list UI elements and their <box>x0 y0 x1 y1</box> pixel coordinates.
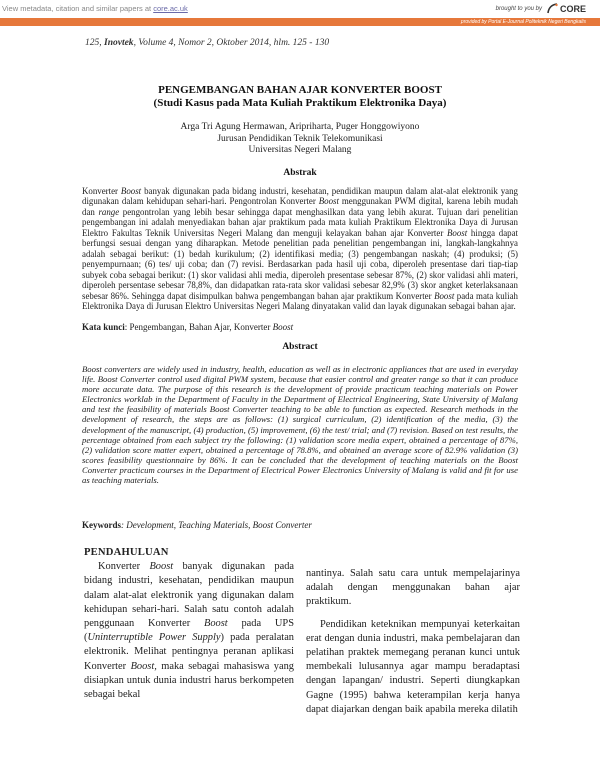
abstrak-heading: Abstrak <box>283 168 317 178</box>
paper-title <box>80 84 520 110</box>
intro-term: Boost <box>149 561 174 573</box>
metadata-link-text: View metadata, citation and similar papers at <box>2 4 152 13</box>
core-logo-icon <box>547 3 559 14</box>
kata-kunci-label: Kata kunci <box>82 322 125 332</box>
intro-text: banyak digunakan pada bidang industri, kesehatan, pendidikan maupun dalam alat-alat elektronik yang digunakan dalam kehidupan sehari-hari. Salah satu contoh adalah penggunaan Konverter <box>84 561 294 630</box>
section-heading-pendahuluan: PENDAHULUAN <box>84 547 169 558</box>
abstrak-text: hingga dapat berfungsi sesuai dengan yang diharapkan. Metode penelitian pada penelitian pengembangan ini, langkah-langkahnya adalah sebagai berikut: (1) bedah kurikulum; (2) identifikasi media; (3) pengembangan naskah; (4) produksi; (5) penyempurnaan; (6) tes/ uji coba; dan (7) revisi. Berdasarkan pada hasil uji coba, diperoleh presentase dari tiap-tiap subyek coba sebagai berikut: (1) skor validasi ahli media, diperoleh presentase sebesar 87%, (2) skor validasi ahli materi, diperoleh persentase sebesar 78,8%, dan didapatkan rata-rata skor validasi sebesar 82,9% (3) skor angket keterlaksanaan sebesar 86%. Sehingga dapat disimpulkan bahwa pengembangan bahan ajar praktikum Konverter <box>82 227 518 301</box>
kata-kunci-text: : Pengembangan, Bahan Ajar, Konverter <box>124 322 273 332</box>
abstrak-text: pengontrolan yang lebih besar sehingga dapat menghasilkan data yang lebih akurat. Tujuan dari penelitian pengembangan ini adalah menyediakan bahan ajar praktikum pada mata kuliah Praktikum Elektronika Daya di Jurusan Elektro Fakultas Teknik Universitas Negeri Malang dan menguji kelayakan bahan ajar Konverter <box>82 206 518 238</box>
intro-paragraph-2: Pendidikan keteknikan mempunyai keterkaitan erat dengan dunia industri, maka pembelajaran dan pelatihan praktek memegang peranan kunci untuk membekali lulusannya agar mampu beradaptasi dengan lapangan/ industri. Seperti diungkapkan Gagne (1995) bahwa keterampilan kerja hanya dapat diajarkan dengan baik apabila mereka dilatih <box>306 618 520 715</box>
core-logo[interactable] <box>547 3 586 14</box>
brought-by-text: brought to you by <box>495 6 542 12</box>
keywords <box>82 520 518 530</box>
running-header <box>85 38 329 48</box>
page-number: 125, <box>85 38 102 48</box>
abstrak-term: Boost <box>447 227 468 238</box>
author-names: Arga Tri Agung Hermawan, Aripriharta, Puger Honggowiyono <box>180 122 420 132</box>
body-column-right <box>306 567 520 717</box>
author-university: Universitas Negeri Malang <box>248 145 352 155</box>
abstract-body: Boost converters are widely used in industry, health, education as well as in electronic appliances that are used in everyday life. Boost Converter control used digital PWM system, because that easier control and greater range so that it can produce more accurate data. The purpose of this research is the development of provide practicum teaching materials on Power Electronics worklab in the Department of Faculty in the Department of Electrical Engineering, State University of Malang and test the feasibility of materials Boost Converter teaching to be able to function as expected. Research methods in the development of research, the steps are as follows: (1) surgical curriculum, (2) identification of the media, (3) the development of the manuscript, (4) production, (5) improvement, (6) the test/ trial; and (7) revision. Based on test results, the percentage obtained from each subject try the following: (1) validation score media expert, obtained a percentage of 87%, (2) validation score matter expert, obtained a percentage of 78.8%, and obtained an average score of 82.9% validation (3) scores feasibility questionnaire by 86%. It can be concluded that the development of teaching materials on the Boost Converter practicum courses in the Department of Electrical Power Electronics University of Malang is valid and fit for use as teaching materials. <box>82 364 518 486</box>
metadata-link[interactable] <box>2 4 188 13</box>
body-column-left <box>84 546 294 702</box>
author-department: Jurusan Pendidikan Teknik Telekomunikasi <box>217 133 383 144</box>
title-main: PENGEMBANGAN BAHAN AJAR KONVERTER BOOST <box>158 84 442 96</box>
title-subtitle: (Studi Kasus pada Mata Kuliah Praktikum Elektronika Daya) <box>153 97 447 109</box>
abstrak-body <box>82 186 518 311</box>
intro-text: ) pada peralatan elektronik. Melihat pentingnya peranan aplikasi Konverter <box>84 632 294 672</box>
intro-text: maka sebagai mahasiswa yang disiapkan untuk dunia industri harus berkompeten sebagai bekal <box>84 660 295 701</box>
abstrak-text: pada mata kuliah Elektronika Daya di Jurusan Elektro Universitas Negeri Malang dinyatakan valid dan layak digunakan sebagai bahan ajar. <box>82 290 518 311</box>
intro-term: Boost <box>203 618 228 630</box>
abstract-heading: Abstract <box>282 342 318 352</box>
abstrak-text: banyak digunakan pada bidang industri, kesehatan, pendidikan maupun dalam alat-alat elektronik yang digunakan dalam kehidupan sehari-hari. Pengontrolan Konverter <box>82 186 518 207</box>
abstrak-term: Boost <box>434 290 455 301</box>
core-ac-uk-link[interactable]: core.ac.uk <box>153 4 188 13</box>
core-logo-text: CORE <box>559 3 586 14</box>
journal-name: Inovtek <box>104 38 134 48</box>
intro-text: Konverter <box>98 561 150 573</box>
intro-paragraph-1-cont: nantinya. Salah satu cara untuk mempelajarinya adalah dengan menggunakan bahan ajar praktikum. <box>306 568 520 608</box>
abstrak-text: menggunakan PWM digital, karena lebih mudah dan <box>82 196 518 217</box>
provided-by-bar <box>0 18 600 26</box>
intro-paragraph-1 <box>84 560 294 702</box>
kata-kunci <box>82 322 518 332</box>
keywords-label: Keywords <box>82 520 121 530</box>
abstrak-term: Boost <box>318 196 339 207</box>
abstrak-term: Boost <box>120 186 142 196</box>
keywords-text: : Development, Teaching Materials, Boost Converter <box>121 520 312 530</box>
intro-text: pada UPS ( <box>84 618 294 644</box>
abstrak-text: Konverter <box>82 186 121 196</box>
intro-term: Uninterruptible Power Supply <box>87 632 221 644</box>
kata-kunci-term: Boost <box>272 322 294 332</box>
core-banner <box>0 0 600 18</box>
intro-term: Boost, <box>130 660 157 672</box>
provided-by-text[interactable]: provided by Portal E-Journal Politeknik Negeri Bengkalis <box>460 19 586 25</box>
abstrak-term: range <box>98 206 120 217</box>
journal-volume-info: , Volume 4, Nomor 2, Oktober 2014, hlm. 125 - 130 <box>133 38 330 48</box>
author-block <box>80 122 520 157</box>
